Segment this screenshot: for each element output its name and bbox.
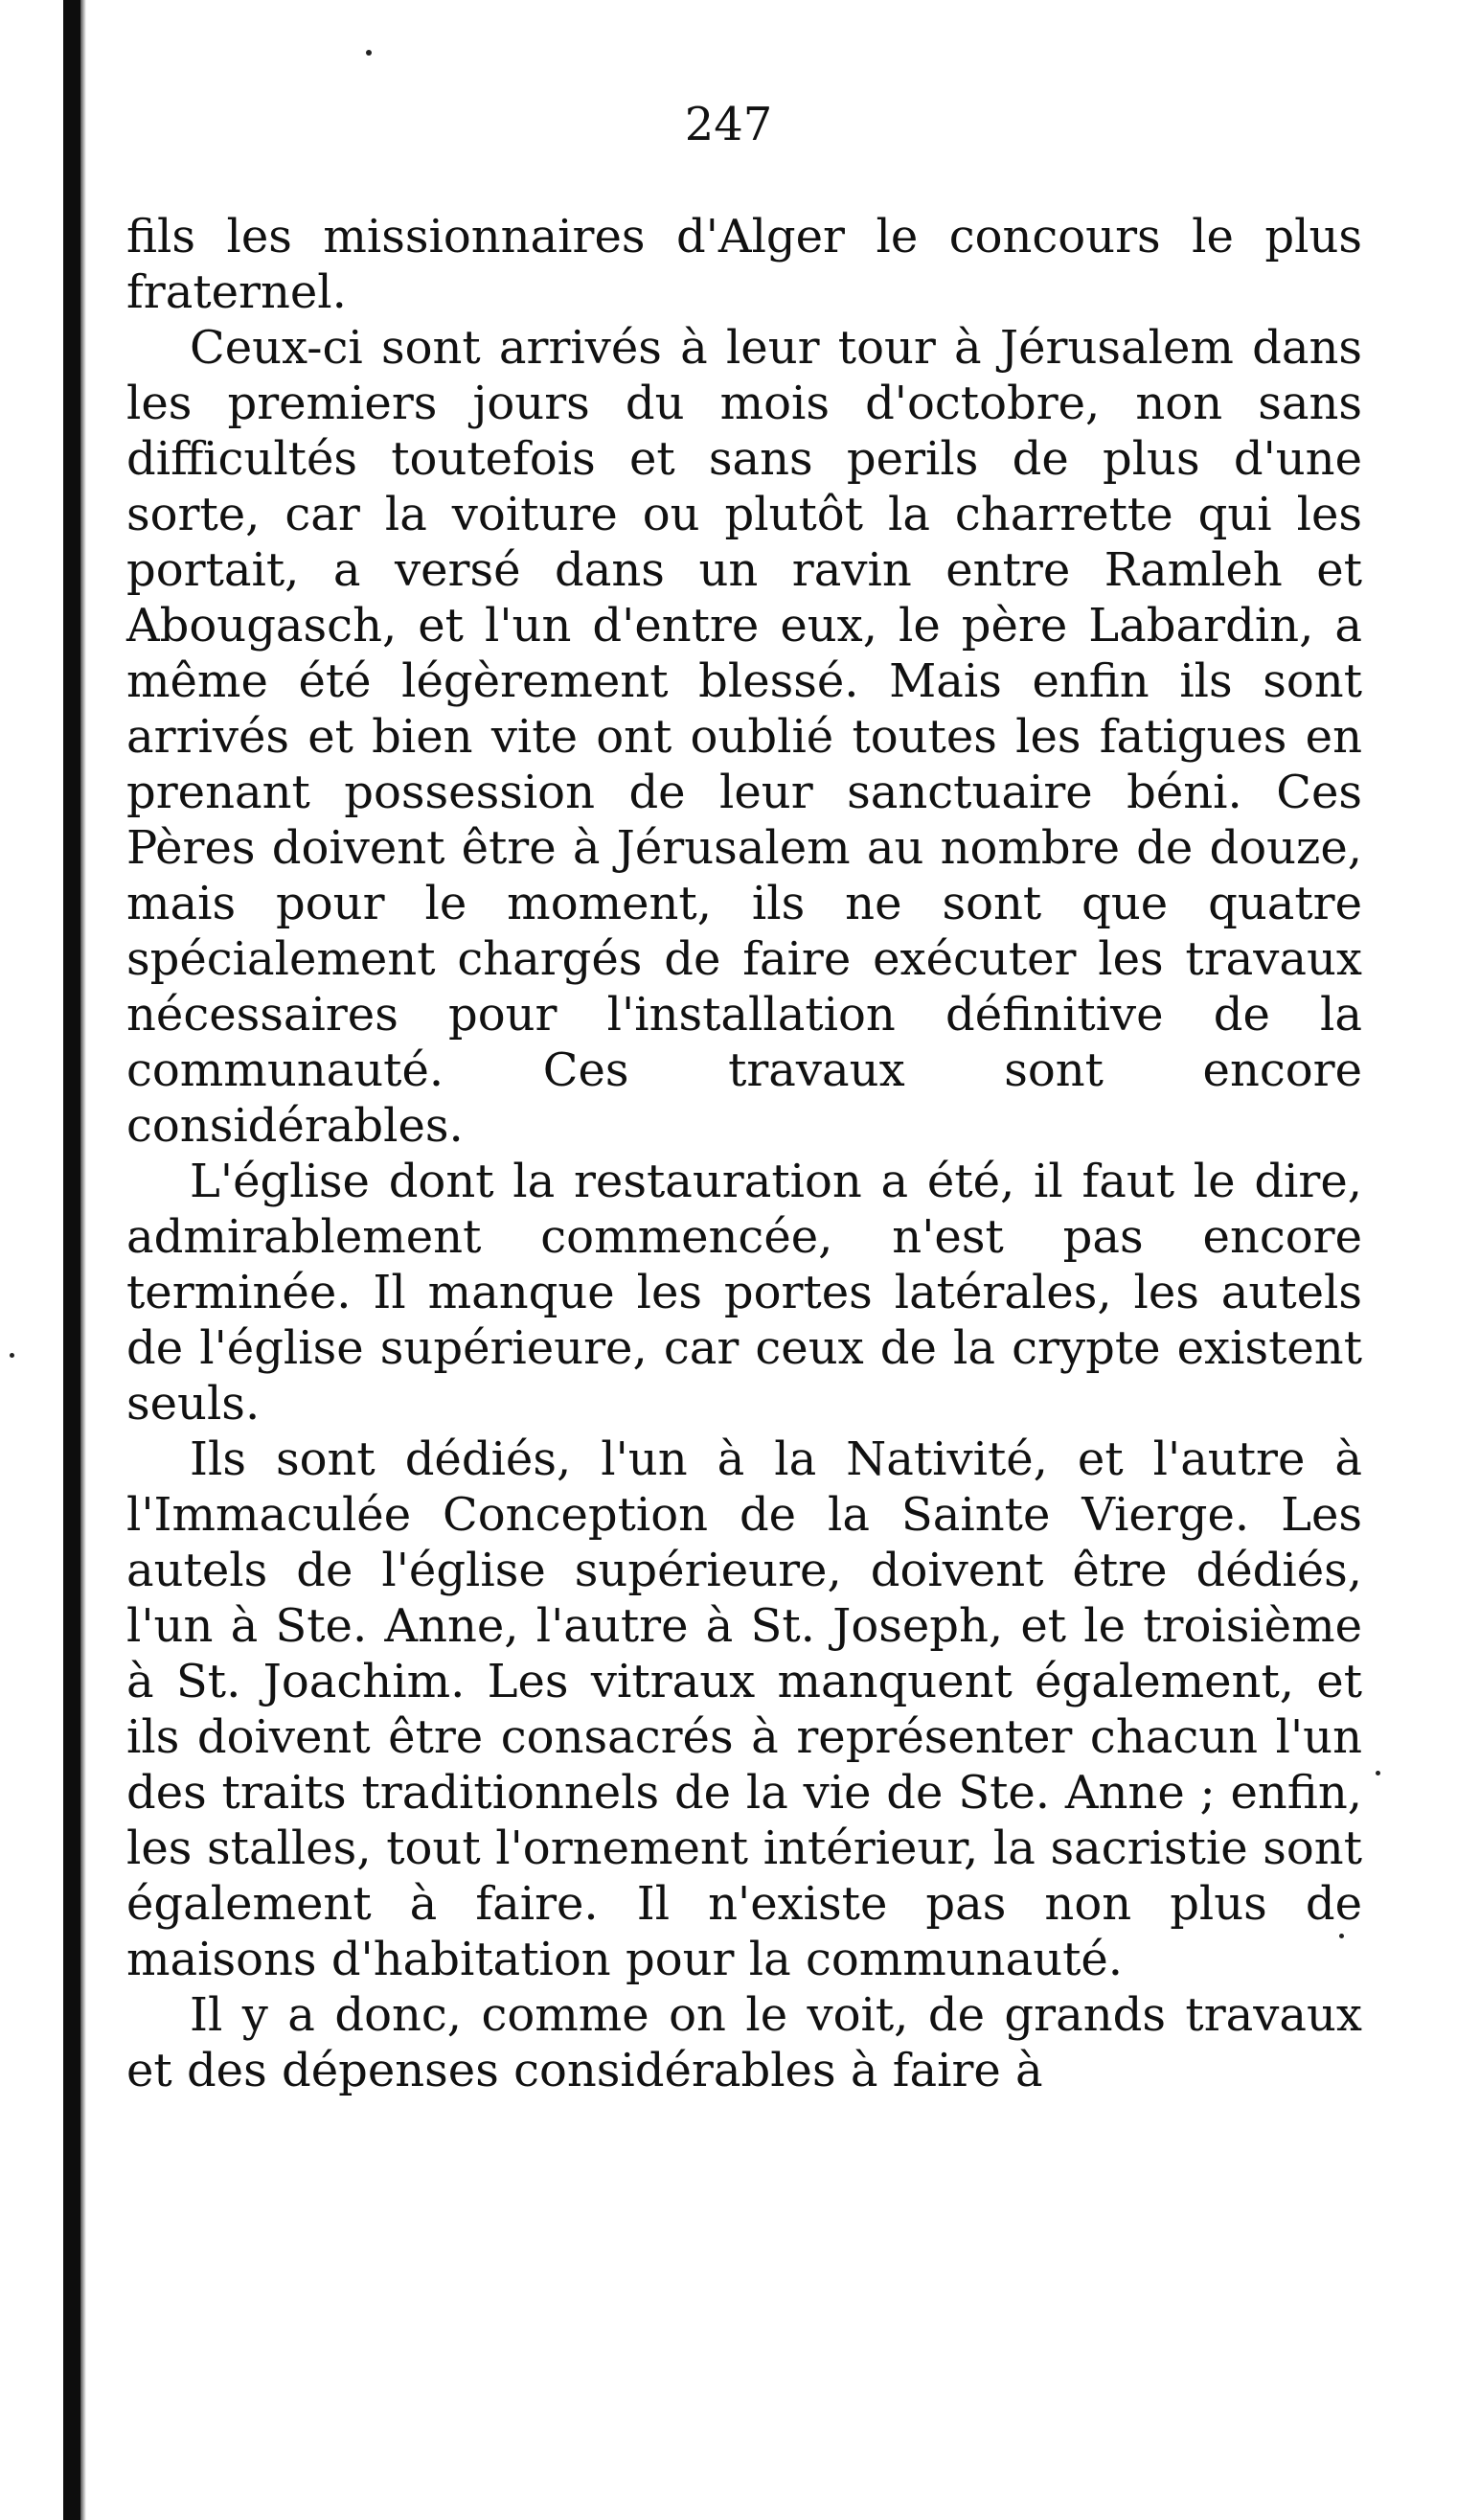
body-text (126, 209, 1362, 2098)
scan-speck (1376, 1771, 1380, 1775)
paragraph-arrival: Ceux-ci sont arrivés à leur tour à Jérusalem dans les premiers jours du mois d'octobre, non sans difficultés toutefois et sans perils de plus d'une sorte, car la voiture ou plutôt la charrette qui les portait, a versé dans un ravin entre Ramleh et Abougasch, et l'un d'entre eux, le père Labardin, a même été légèrement blessé. Mais enfin ils sont arrivés et bien vite ont oublié toutes les fatigues en prenant possession de leur sanctuaire béni. Ces Pères doivent être à Jérusalem au nombre de douze, mais pour le moment, ils ne sont que quatre spécialement chargés de faire exécuter les travaux nécessaires pour l'installation définitive de la communauté. Ces travaux sont encore considérables. (126, 321, 1362, 1153)
binding-edge-shadow (80, 0, 86, 2520)
scan-speck (10, 1353, 14, 1358)
paragraph-continuation: fils les missionnaires d'Alger le concours le plus fraternel. (126, 210, 1362, 319)
page-number: 247 (684, 98, 773, 151)
paragraph-altars: Ils sont dédiés, l'un à la Nativité, et l'autre à l'Immaculée Conception de la Sainte Vierge. Les autels de l'église supérieure, doivent être dédiés, l'un à Ste. Anne, l'autre à St. Joseph, et le troisième à St. Joachim. Les vitraux manquent également, et ils doivent être consacrés à représenter chacun l'un des traits traditionnels de la vie de Ste. Anne ; enfin, les stalles, tout l'ornement intérieur, la sacristie sont également à faire. Il n'existe pas non plus de maisons d'habitation pour la communauté. (126, 1432, 1362, 1986)
scan-speck (1339, 1934, 1344, 1938)
paragraph-works: Il y a donc, comme on le voit, de grands travaux et des dépenses considérables à faire à (126, 1988, 1362, 2097)
paragraph-church: L'église dont la restauration a été, il faut le dire, admirablement commencée, n'est pas encore terminée. Il manque les portes latérales, les autels de l'église supérieure, car ceux de la crypte existent seuls. (126, 1155, 1362, 1431)
binding-edge (63, 0, 80, 2520)
scan-speck (366, 50, 372, 56)
